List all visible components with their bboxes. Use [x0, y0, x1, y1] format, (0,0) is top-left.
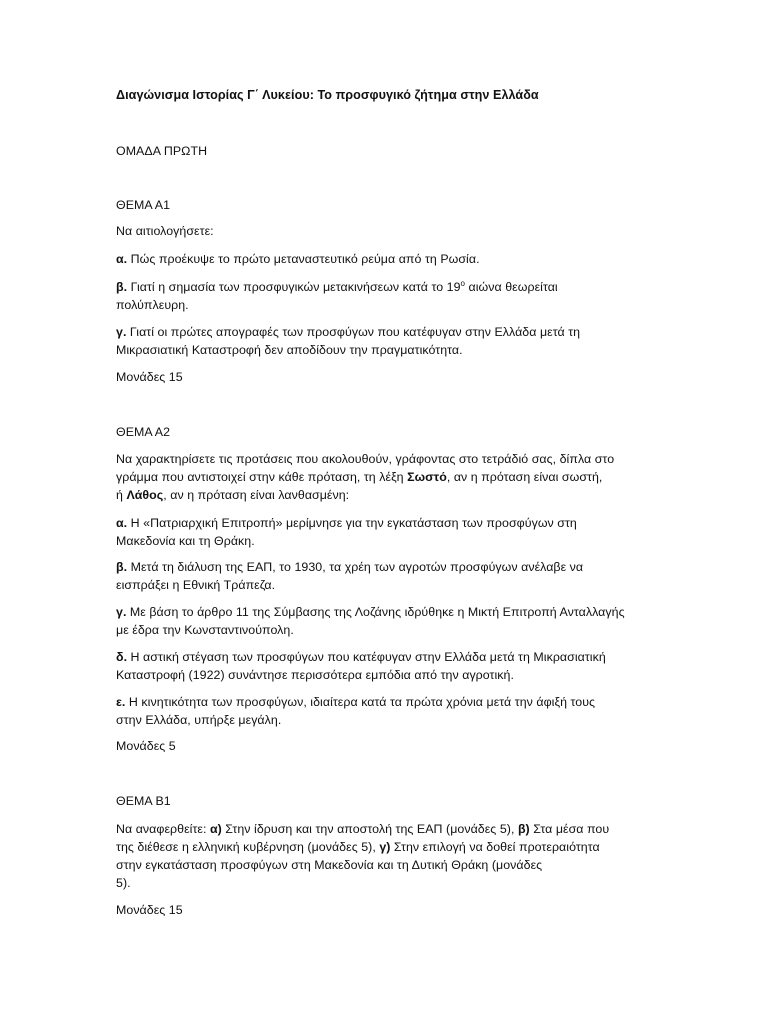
a2-intro-line-3 [116, 486, 349, 504]
a2-statement-epsilon-cont: στην Ελλάδα, υπήρξε μεγάλη. [116, 713, 282, 727]
b1-text: Να αναφερθείτε: [116, 822, 210, 836]
question-marker: β. [116, 280, 128, 294]
section-heading-b1: ΘΕΜΑ Β1 [116, 794, 171, 808]
b1-line-1 [116, 820, 609, 838]
a1-intro: Να αιτιολογήσετε: [116, 224, 214, 238]
superscript: ο [460, 278, 466, 288]
statement-marker: γ. [116, 605, 127, 619]
statement-text: Η «Πατριαρχική Επιτροπή» μερίμνησε για την εγκατάσταση των προσφύγων στη [127, 516, 577, 530]
section-heading-a2: ΘΕΜΑ Α2 [116, 425, 171, 439]
statement-text: Μετά τη διάλυση της ΕΑΠ, το 1930, τα χρέη των αγροτών προσφύγων ανέλαβε να [127, 560, 584, 574]
statement-text: Η αστική στέγαση των προσφύγων που κατέφυγαν στην Ελλάδα μετά τη Μικρασιατική [127, 650, 606, 664]
question-marker: α. [116, 252, 128, 266]
a2-statement-delta [116, 648, 606, 666]
intro-text: γράμμα που αντιστοιχεί στην κάθε πρόταση, τη λέξη [116, 470, 408, 484]
a1-question-gamma [116, 323, 580, 341]
b1-marks: Μονάδες 15 [116, 903, 183, 917]
a2-statement-alpha [116, 514, 577, 532]
a1-question-beta-cont: πολύπλευρη. [116, 298, 189, 312]
intro-text: , αν η πρόταση είναι σωστή, [446, 470, 603, 484]
wrong-word: Λάθος [126, 488, 164, 502]
a2-marks: Μονάδες 5 [116, 739, 176, 753]
statement-marker: δ. [116, 650, 128, 664]
a2-statement-gamma [116, 603, 625, 621]
question-text: Γιατί η σημασία των προσφυγικών μετακινήσεων κατά το 19 [127, 280, 461, 294]
b1-marker: β) [517, 822, 530, 836]
question-text: αιώνα θεωρείται [465, 280, 558, 294]
a2-statement-beta [116, 558, 583, 576]
a1-question-beta [116, 278, 558, 296]
statement-text: Με βάση το άρθρο 11 της Σύμβασης της Λοζάνης ιδρύθηκε η Μικτή Επιτροπή Ανταλλαγής [126, 605, 625, 619]
b1-line-2 [116, 838, 600, 856]
correct-word: Σωστό [407, 470, 447, 484]
question-text: Γιατί οι πρώτες απογραφές των προσφύγων που κατέφυγαν στην Ελλάδα μετά τη [126, 325, 581, 339]
b1-text: Στην επιλογή να δοθεί προτεραιότητα [390, 840, 600, 854]
a1-question-gamma-cont: Μικρασιατική Καταστροφή δεν αποδίδουν την πραγματικότητα. [116, 343, 463, 357]
a1-marks: Μονάδες 15 [116, 370, 183, 384]
question-text: Πώς προέκυψε το πρώτο μεταναστευτικό ρεύμα από τη Ρωσία. [127, 252, 480, 266]
a2-intro-line-2 [116, 468, 602, 486]
statement-marker: β. [116, 560, 128, 574]
intro-text: ή [116, 488, 127, 502]
a2-statement-delta-cont: Καταστροφή (1922) συνάντησε περισσότερα εμπόδια από την αγροτική. [116, 668, 514, 682]
a2-statement-beta-cont: εισπράξει η Εθνική Τράπεζα. [116, 578, 276, 592]
a2-statement-alpha-cont: Μακεδονία και τη Θράκη. [116, 534, 255, 548]
a2-statement-epsilon [116, 693, 595, 711]
statement-marker: α. [116, 516, 128, 530]
b1-text: Στην ίδρυση και την αποστολή της ΕΑΠ (μονάδες 5), [221, 822, 518, 836]
a1-question-alpha [116, 250, 480, 268]
b1-line-3: στην εγκατάσταση προσφύγων στη Μακεδονία και τη Δυτική Θράκη (μονάδες [116, 858, 543, 872]
b1-text: Στα μέσα που [529, 822, 610, 836]
b1-marker: α) [209, 822, 222, 836]
b1-line-4: 5). [116, 876, 131, 890]
b1-text: της διέθεσε η ελληνική κυβέρνηση (μονάδες 5), [116, 840, 380, 854]
section-heading-a1: ΘΕΜΑ Α1 [116, 198, 171, 212]
a2-intro-line-1: Να χαρακτηρίσετε τις προτάσεις που ακολουθούν, γράφοντας στο τετράδιό σας, δίπλα στο [116, 452, 615, 466]
statement-marker: ε. [116, 695, 126, 709]
intro-text: , αν η πρόταση είναι λανθασμένη: [163, 488, 350, 502]
statement-text: Η κινητικότητα των προσφύγων, ιδιαίτερα κατά τα πρώτα χρόνια μετά την άφιξή τους [125, 695, 596, 709]
document-title: Διαγώνισμα Ιστορίας Γ΄ Λυκείου: Το προσφυγικό ζήτημα στην Ελλάδα [116, 88, 539, 102]
group-heading: ΟΜΑΔΑ ΠΡΩΤΗ [116, 144, 208, 158]
question-marker: γ. [116, 325, 127, 339]
a2-statement-gamma-cont: με έδρα την Κωνσταντινούπολη. [116, 623, 294, 637]
b1-marker: γ) [379, 840, 391, 854]
